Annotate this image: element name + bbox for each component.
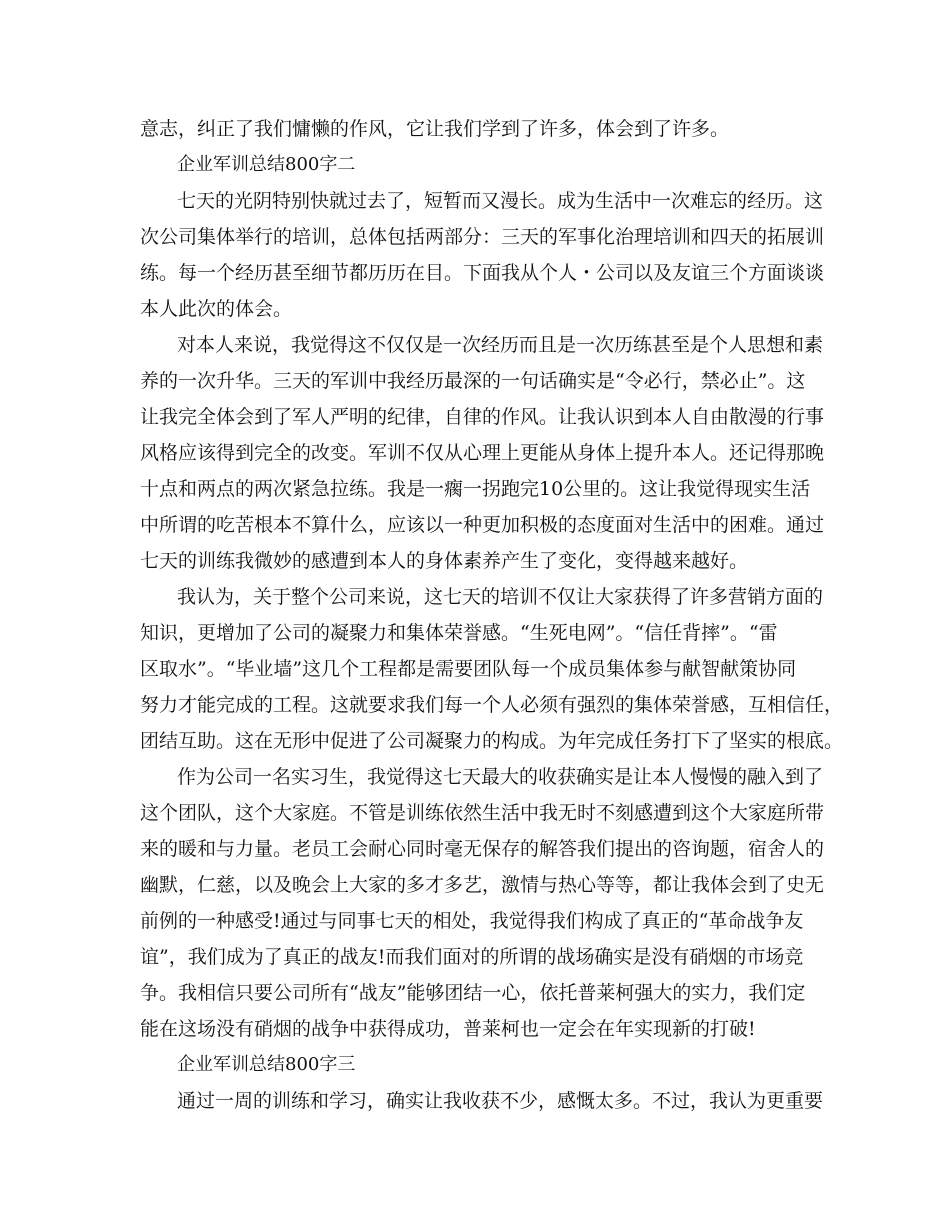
text-line: 养的一次升华。三天的军训中我经历最深的一句话确实是“令必行，禁必止”。这: [140, 370, 806, 392]
text-line: 七天的训练我微妙的感遭到本人的身体素养产生了变化，变得越来越好。: [140, 550, 749, 572]
text-line: 次公司集体举行的培训，总体包括两部分：三天的军事化治理培训和四天的拓展训: [140, 226, 825, 248]
text-line: 能在这场没有硝烟的战争中获得成功，普莱柯也一定会在年实现新的打破!: [140, 1018, 756, 1040]
text-line: 风格应该得到完全的改变。军训不仅从心理上更能从身体上提升本人。还记得那晚: [140, 442, 825, 464]
text-line: 练。每一个经历甚至细节都历历在目。下面我从个人・公司以及友谊三个方面谈谈: [140, 262, 825, 284]
text-line: 十点和两点的两次紧急拉练。我是一瘸一拐跑完10公里的。这让我觉得现实生活: [140, 478, 811, 500]
text-line: 我认为，关于整个公司来说，这七天的培训不仅让大家获得了许多营销方面的: [177, 586, 824, 608]
text-line: 幽默，仁慈，以及晚会上大家的多才多艺，激情与热心等等，都让我体会到了史无: [140, 874, 825, 896]
text-line: 中所谓的吃苦根本不算什么，应该以一种更加积极的态度面对生活中的困难。通过: [140, 514, 825, 536]
text-line: 团结互助。这在无形中促进了公司凝聚力的构成。为年完成任务打下了坚实的根底。: [140, 730, 844, 752]
text-line: 区取水”。“毕业墙”这几个工程都是需要团队每一个成员集体参与献智献策协同: [140, 658, 797, 680]
text-line: 知识，更增加了公司的凝聚力和集体荣誉感。“生死电网”。“信任背摔”。“雷: [140, 622, 778, 644]
section-heading: 企业军训总结800字三: [177, 1054, 356, 1075]
text-line: 本人此次的体会。: [140, 298, 293, 320]
text-line: 争。我相信只要公司所有“战友”能够团结一心，依托普莱柯强大的实力，我们定: [140, 982, 806, 1004]
text-line: 努力才能完成的工程。这就要求我们每一个人必须有强烈的集体荣誉感，互相信任，: [140, 694, 844, 716]
text-line: 通过一周的训练和学习，确实让我收获不少，感慨太多。不过，我认为更重要: [177, 1090, 824, 1112]
text-line: 来的暖和与力量。老员工会耐心同时毫无保存的解答我们提出的咨询题，宿舍人的: [140, 838, 825, 860]
text-line: 前例的一种感受!通过与同事七天的相处，我觉得我们构成了真正的“革命战争友: [140, 910, 804, 932]
text-line: 让我完全体会到了军人严明的纪律，自律的作风。让我认识到本人自由散漫的行事: [140, 406, 825, 428]
text-line: 作为公司一名实习生，我觉得这七天最大的收获确实是让本人慢慢的融入到了: [177, 766, 824, 788]
text-line: 意志，纠正了我们慵懒的作风，它让我们学到了许多，体会到了许多。: [140, 118, 730, 140]
text-line: 对本人来说，我觉得这不仅仅是一次经历而且是一次历练甚至是个人思想和素: [177, 334, 824, 356]
text-line: 谊”，我们成为了真正的战友!而我们面对的所谓的战场确实是没有硝烟的市场竞: [140, 946, 804, 968]
section-heading: 企业军训总结800字二: [177, 154, 356, 175]
text-line: 七天的光阴特别快就过去了，短暂而又漫长。成为生活中一次难忘的经历。这: [177, 190, 824, 212]
text-line: 这个团队，这个大家庭。不管是训练依然生活中我无时不刻感遭到这个大家庭所带: [140, 802, 825, 824]
